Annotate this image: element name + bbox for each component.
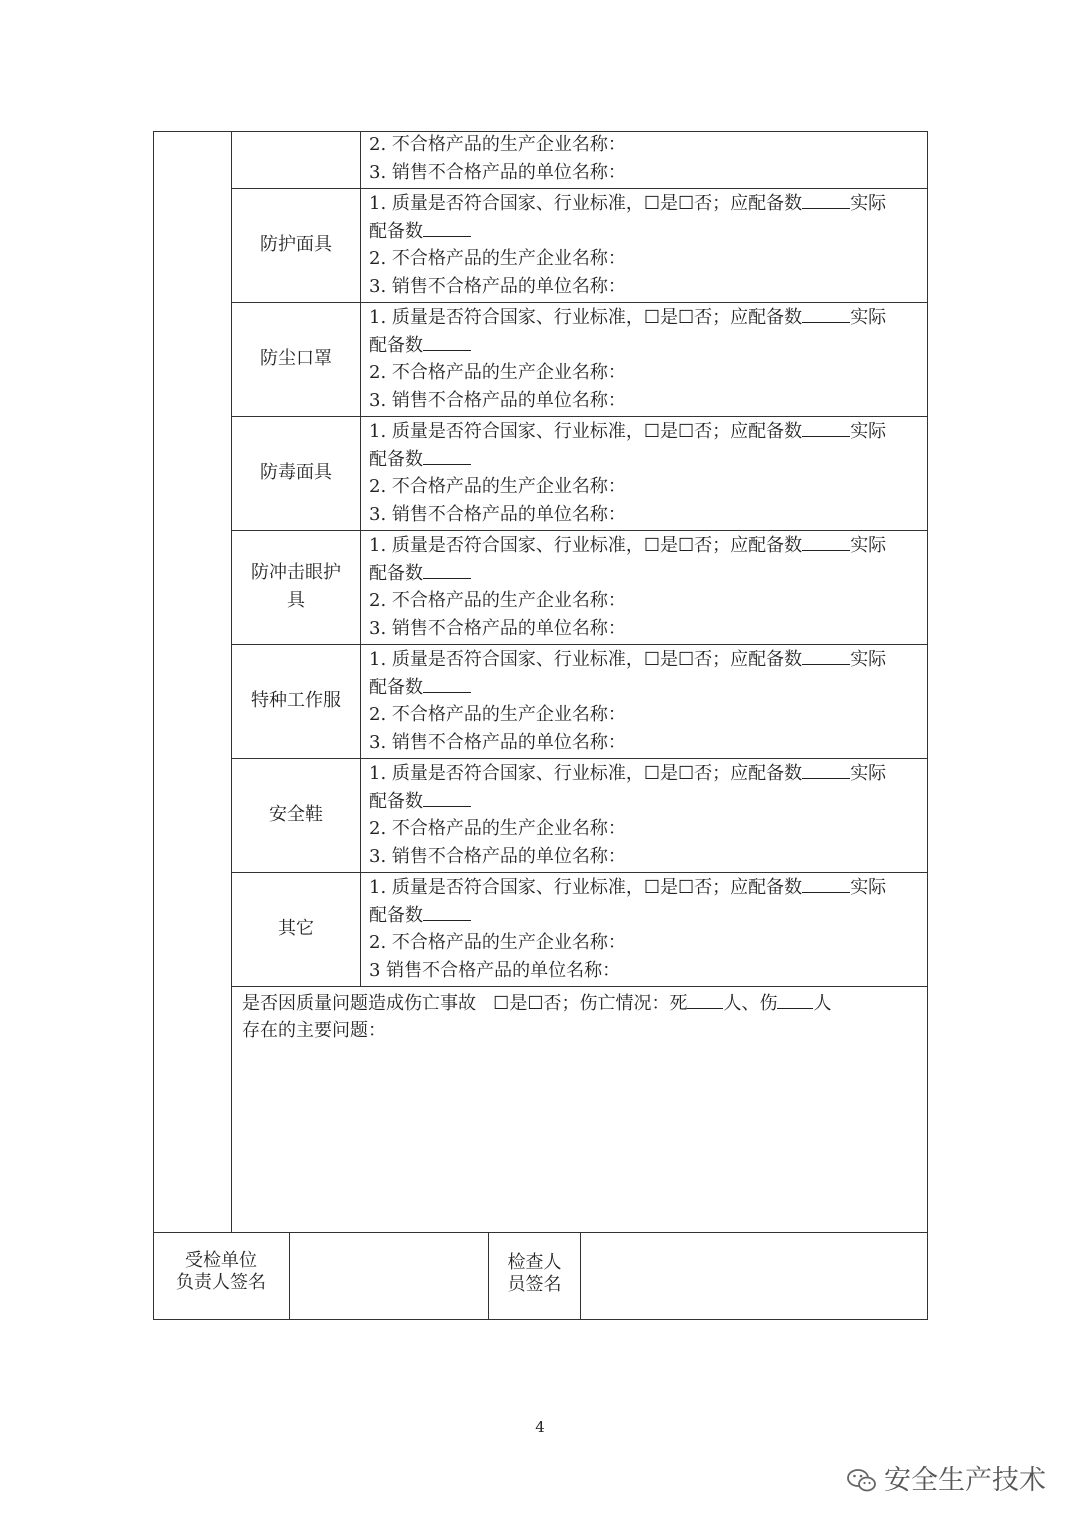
checkbox-yes[interactable]: ☐: [643, 307, 661, 328]
injured-blank[interactable]: [777, 993, 813, 1009]
signature-divider: [580, 1232, 581, 1320]
row-divider: [231, 644, 928, 645]
manufacturer-line: 2. 不合格产品的生产企业名称：: [369, 134, 626, 155]
category-cell: 防尘口罩: [260, 348, 332, 369]
row-divider: [231, 302, 928, 303]
column-divider-2: [360, 131, 361, 987]
table-border-right: [927, 131, 928, 1320]
quality-line: 1. 质量是否符合国家、行业标准，☐是☐否；应配备数 实际: [369, 193, 887, 214]
quality-line: 1. 质量是否符合国家、行业标准，☐是☐否；应配备数 实际: [369, 307, 887, 328]
checkbox-yes[interactable]: ☐: [643, 193, 661, 214]
row-divider: [231, 986, 928, 987]
seller-line: 3. 销售不合格产品的单位名称：: [369, 390, 626, 411]
checkbox-no[interactable]: ☐: [527, 993, 544, 1014]
manufacturer-line: 2. 不合格产品的生产企业名称：: [369, 248, 626, 269]
actual-count-blank[interactable]: [423, 449, 471, 465]
required-count-blank[interactable]: [802, 193, 850, 209]
seller-line: 3 销售不合格产品的单位名称：: [369, 960, 621, 981]
manufacturer-line: 2. 不合格产品的生产企业名称：: [369, 818, 626, 839]
actual-count-line: 配备数: [369, 677, 471, 698]
required-count-blank[interactable]: [802, 535, 850, 551]
actual-count-line: 配备数: [369, 905, 471, 926]
category-cell: 防冲击眼护 具: [251, 562, 341, 611]
category-cell: 防护面具: [260, 234, 332, 255]
manufacturer-line: 2. 不合格产品的生产企业名称：: [369, 362, 626, 383]
required-count-blank[interactable]: [802, 649, 850, 665]
inspected-unit-signature-label: 受检单位 负责人签名: [176, 1250, 266, 1293]
seller-line: 3. 销售不合格产品的单位名称：: [369, 504, 626, 525]
manufacturer-line: 2. 不合格产品的生产企业名称：: [369, 476, 626, 497]
required-count-blank[interactable]: [802, 421, 850, 437]
table-border-left: [153, 131, 154, 1320]
inspector-signature-label: 检查人 员签名: [507, 1252, 562, 1295]
seller-line: 3. 销售不合格产品的单位名称：: [369, 732, 626, 753]
required-count-blank[interactable]: [802, 763, 850, 779]
watermark: 安全生产技术: [846, 1458, 1046, 1497]
seller-line: 3. 销售不合格产品的单位名称：: [369, 846, 626, 867]
actual-count-blank[interactable]: [423, 335, 471, 351]
actual-count-line: 配备数: [369, 563, 471, 584]
checkbox-no[interactable]: ☐: [678, 649, 695, 670]
inspected-unit-signature-field[interactable]: [291, 1234, 487, 1318]
actual-count-blank[interactable]: [423, 677, 471, 693]
row-divider: [231, 872, 928, 873]
quality-line: 1. 质量是否符合国家、行业标准，☐是☐否；应配备数 实际: [369, 421, 887, 442]
checkbox-yes[interactable]: ☐: [643, 649, 661, 670]
required-count-blank[interactable]: [802, 307, 850, 323]
category-cell: 特种工作服: [251, 690, 341, 711]
signature-row-top: [153, 1232, 928, 1233]
checkbox-no[interactable]: ☐: [678, 763, 695, 784]
required-count-blank[interactable]: [802, 877, 850, 893]
row-divider: [231, 530, 928, 531]
category-cell: 防毒面具: [260, 462, 332, 483]
deaths-blank[interactable]: [687, 993, 723, 1009]
manufacturer-line: 2. 不合格产品的生产企业名称：: [369, 704, 626, 725]
seller-line: 3. 销售不合格产品的单位名称：: [369, 276, 626, 297]
table-border-top: [153, 131, 928, 132]
quality-line: 1. 质量是否符合国家、行业标准，☐是☐否；应配备数 实际: [369, 763, 887, 784]
checkbox-no[interactable]: ☐: [678, 193, 695, 214]
seller-line: 3. 销售不合格产品的单位名称：: [369, 162, 626, 183]
actual-count-blank[interactable]: [423, 563, 471, 579]
manufacturer-line: 2. 不合格产品的生产企业名称：: [369, 590, 626, 611]
column-divider-1: [231, 131, 232, 1233]
main-issues-area[interactable]: [236, 1046, 922, 1226]
actual-count-line: 配备数: [369, 791, 471, 812]
actual-count-line: 配备数: [369, 221, 471, 242]
checkbox-no[interactable]: ☐: [678, 877, 695, 898]
row-divider: [231, 416, 928, 417]
checkbox-yes[interactable]: ☐: [643, 877, 661, 898]
row-divider: [231, 188, 928, 189]
actual-count-blank[interactable]: [423, 905, 471, 921]
checkbox-no[interactable]: ☐: [678, 535, 695, 556]
signature-divider: [289, 1232, 290, 1320]
wechat-icon: [846, 1465, 884, 1496]
category-cell: 其它: [278, 918, 314, 939]
checkbox-yes[interactable]: ☐: [643, 421, 661, 442]
seller-line: 3. 销售不合格产品的单位名称：: [369, 618, 626, 639]
accident-question: 是否因质量问题造成伤亡事故 ☐是☐否；伤亡情况：死 人、伤 人: [242, 993, 832, 1014]
checkbox-yes[interactable]: ☐: [493, 993, 510, 1014]
quality-line: 1. 质量是否符合国家、行业标准，☐是☐否；应配备数 实际: [369, 535, 887, 556]
checkbox-yes[interactable]: ☐: [643, 535, 661, 556]
quality-line: 1. 质量是否符合国家、行业标准，☐是☐否；应配备数 实际: [369, 649, 887, 670]
signature-divider: [488, 1232, 489, 1320]
checkbox-no[interactable]: ☐: [678, 421, 695, 442]
manufacturer-line: 2. 不合格产品的生产企业名称：: [369, 932, 626, 953]
checkbox-yes[interactable]: ☐: [643, 763, 661, 784]
checkbox-no[interactable]: ☐: [678, 307, 695, 328]
row-divider: [231, 758, 928, 759]
actual-count-line: 配备数: [369, 449, 471, 470]
category-cell: 安全鞋: [269, 804, 323, 825]
inspector-signature-field[interactable]: [582, 1234, 926, 1318]
table-border-bottom: [153, 1319, 928, 1320]
actual-count-line: 配备数: [369, 335, 471, 356]
actual-count-blank[interactable]: [423, 791, 471, 807]
actual-count-blank[interactable]: [423, 221, 471, 237]
quality-line: 1. 质量是否符合国家、行业标准，☐是☐否；应配备数 实际: [369, 877, 887, 898]
main-issues-label: 存在的主要问题：: [242, 1020, 386, 1041]
page-number: 4: [535, 1418, 545, 1436]
